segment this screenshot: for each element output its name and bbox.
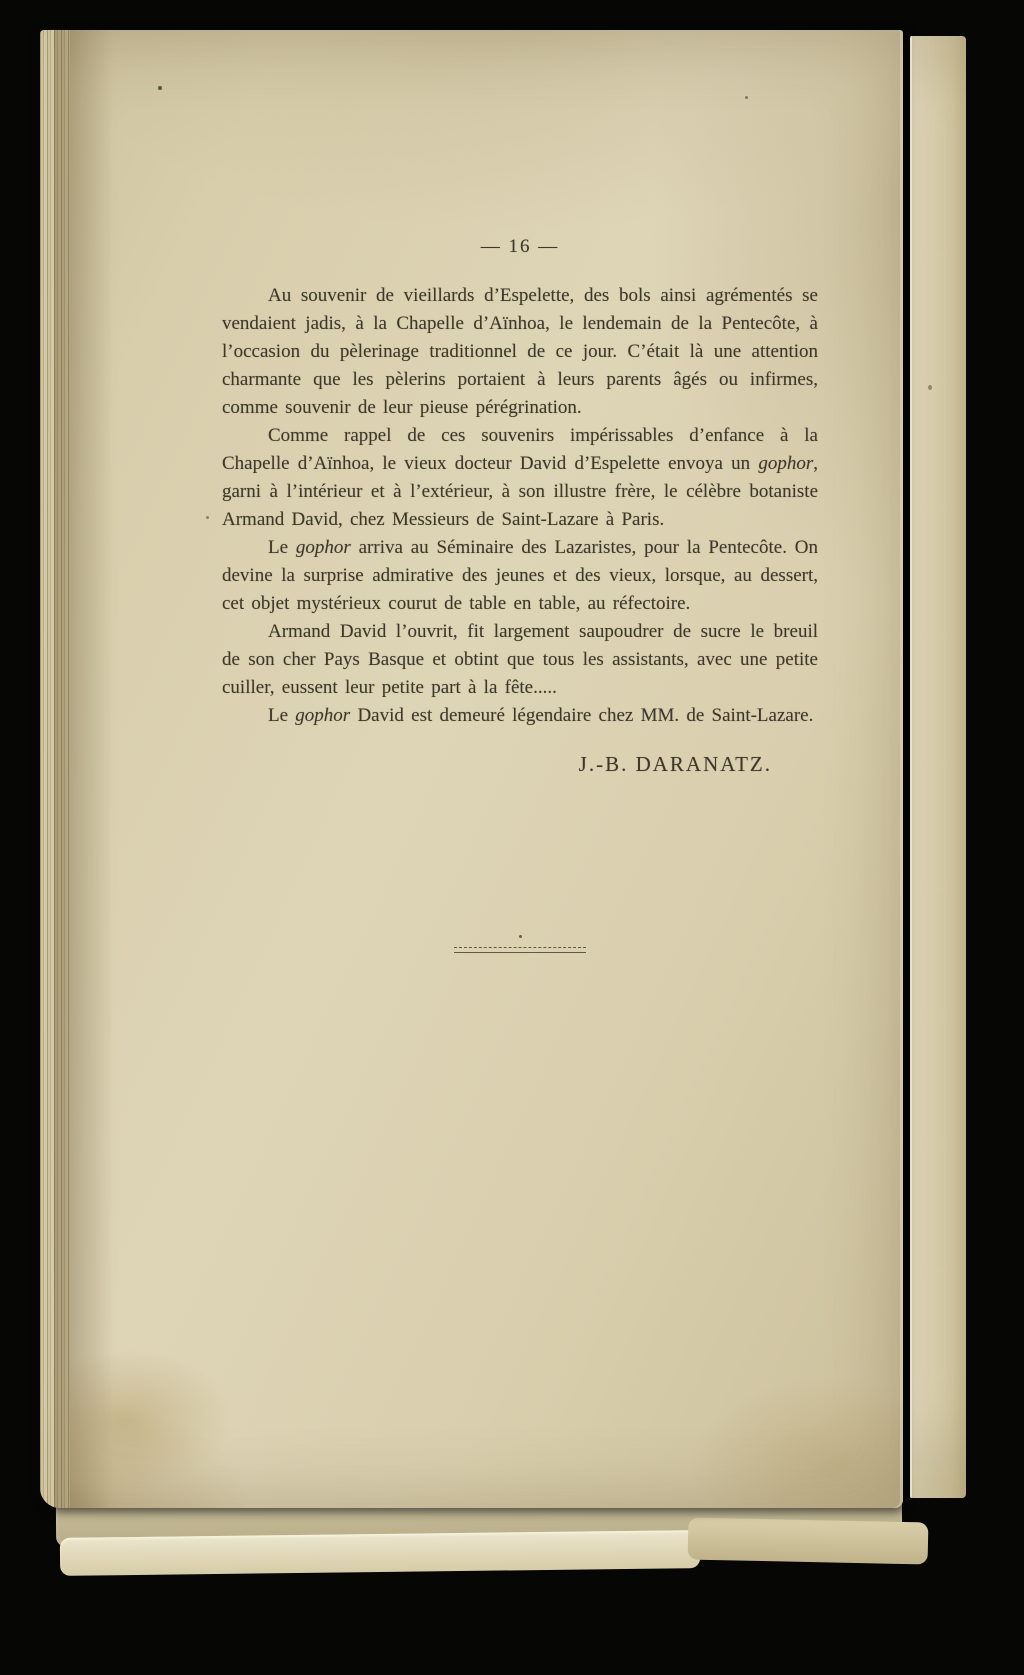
paragraph [222, 422, 818, 534]
text-run: Armand David l’ouvrit, fit largement saupoudrer de sucre le breuil de son cher Pays Basque et obtint que tous les assistants, avec une petite cuiller, eussent leur petite part à la fête..... [222, 621, 818, 698]
italic-text-run: gophor [295, 705, 351, 726]
paragraph [222, 618, 818, 702]
text-run: Au souvenir de vieillards d’Espelette, des bols ainsi agrémentés se vendaient jadis, à la Chapelle d’Aïnhoa, le lendemain de la Pentecôte, à l’occasion du pèlerinage traditionnel de ce jour. C’était là une attention charmante que les pèlerins portaient à leurs parents âgés ou infirmes, comme souvenir de leur pieuse pérégrination. [222, 285, 818, 418]
page-stack-bottom-sheet [60, 1530, 700, 1576]
book-page [40, 30, 903, 1508]
signature: J.-B. DARANATZ. [578, 752, 772, 776]
text-run: Le [268, 537, 296, 558]
text-run: Comme rappel de ces souvenirs impérissables d’enfance à la Chapelle d’Aïnhoa, le vieux docteur David d’Espelette envoya un [222, 425, 818, 474]
text-run: arriva au Séminaire des Lazaristes, pour la Pentecôte. On devine la surprise admirative des jeunes et des vieux, lorsque, au dessert, cet objet mystérieux courut de table en table, au réfectoire. [222, 537, 818, 614]
page-content [40, 30, 903, 953]
page-number: — 16 — [480, 236, 560, 257]
text-run: Le [268, 705, 296, 726]
paragraph [222, 702, 818, 730]
italic-text-run: gophor [295, 537, 351, 558]
italic-text-run: gophor [758, 453, 814, 474]
paragraphs [222, 282, 818, 730]
next-page-edge [910, 36, 966, 1498]
text-run: David est demeuré légendaire chez MM. de Saint-Lazare. [350, 705, 814, 726]
dust-speck [928, 385, 932, 390]
decorative-rule [222, 935, 818, 953]
paragraph [222, 282, 818, 422]
page-stack-bottom-corner [688, 1517, 929, 1564]
paragraph [222, 534, 818, 618]
text-run: , garni à l’intérieur et à l’extérieur, à son illustre frère, le célèbre botaniste Armand David, chez Messieurs de Saint-Lazare à Paris. [222, 453, 818, 530]
ornament-line [454, 947, 586, 953]
ornament-dot [519, 935, 522, 938]
